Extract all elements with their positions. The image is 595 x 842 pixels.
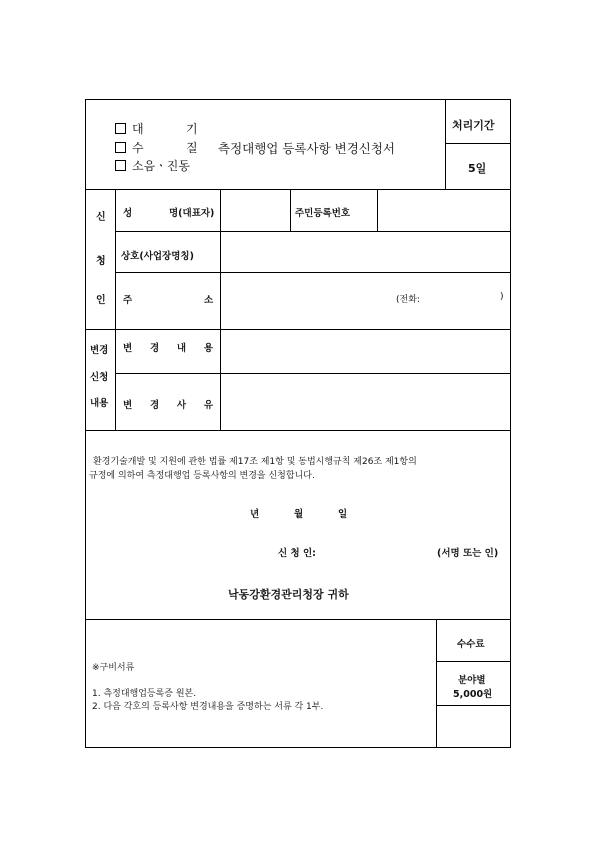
option-water[interactable]: 수 [115,139,144,156]
change-side-divider [115,329,116,430]
applicant-side-divider [115,189,116,329]
id-number-label: 주민등록번호 [295,208,351,219]
trade-name-field[interactable] [221,232,509,271]
form-right-border [510,99,511,748]
checkbox-noise[interactable] [115,160,126,171]
name-field[interactable] [221,190,289,230]
required-doc-2: 2. 다음 각호의 등록사항 변경내용을 증명하는 서류 각 1부. [92,702,324,712]
applicant-side-char-2: 청 [96,256,106,267]
signature-seal-label: (서명 또는 인) [437,548,499,559]
header-divider [445,99,446,189]
id-label-divider-left [290,189,291,231]
processing-period-value: 5일 [468,162,487,175]
option-water-label2: 질 [186,141,198,155]
applicant-side-char-1: 신 [96,212,106,223]
change-bottom-line [85,430,510,431]
change-content-label: 변 경 내 용 [123,343,213,354]
form-top-border [85,99,510,100]
applicant-side-char-3: 인 [96,295,106,306]
checkbox-water[interactable] [115,142,126,153]
fee-divider [436,619,437,748]
addressee: 낙동강환경관리청장 귀하 [228,588,349,601]
fee-bottom-line [436,705,510,706]
address-field[interactable] [221,273,509,328]
signature-applicant-label: 신 청 인: [278,548,316,559]
change-content-field[interactable] [221,330,509,372]
date-day-label: 일 [338,509,348,520]
option-air[interactable]: 대 [115,120,144,137]
statement-line-2: 규정에 의하여 측정대행업 등록사항의 변경을 신청합니다. [89,471,315,481]
address-label-a: 주 [123,295,133,306]
change-side-2: 신청 [90,372,109,383]
statement-bottom-line [85,619,510,620]
form-bottom-border [85,747,510,748]
address-label-b: 소 [204,295,214,306]
statement-line-1: 환경기술개발 및 지원에 관한 법률 제17조 제1항 및 동법시행규칙 제26조 제1항의 [93,457,417,467]
name-label-a: 성 [123,208,133,219]
period-divider [445,143,510,144]
form-left-border [85,99,86,748]
phone-open: (전화: [396,295,420,305]
phone-close: ) [500,292,504,302]
name-label-b: 명(대표자) [169,208,215,219]
option-noise[interactable]: 소음ㆍ진동 [115,157,190,174]
option-air-label2: 기 [186,122,198,136]
date-month-label: 월 [294,509,304,520]
required-doc-1: 1. 측정대행업등록증 원본. [92,689,197,699]
date-year-label: 년 [250,509,260,520]
required-docs-title: ※구비서류 [92,663,135,673]
fee-value-line2: 5,000원 [453,689,493,700]
trade-name-label: 상호(사업장명칭) [121,251,194,262]
change-side-1: 변경 [90,345,109,356]
change-reason-field[interactable] [221,374,509,429]
change-reason-label: 변 경 사 유 [123,400,213,411]
id-number-field[interactable] [378,190,509,230]
fee-label: 수수료 [457,639,485,650]
fee-value-line1: 분야별 [458,675,486,686]
form-title: 측정대행업 등록사항 변경신청서 [218,141,395,156]
fee-row-line [436,661,510,662]
checkbox-air[interactable] [115,123,126,134]
processing-period-label: 처리기간 [452,119,495,132]
change-side-3: 내용 [90,398,109,409]
